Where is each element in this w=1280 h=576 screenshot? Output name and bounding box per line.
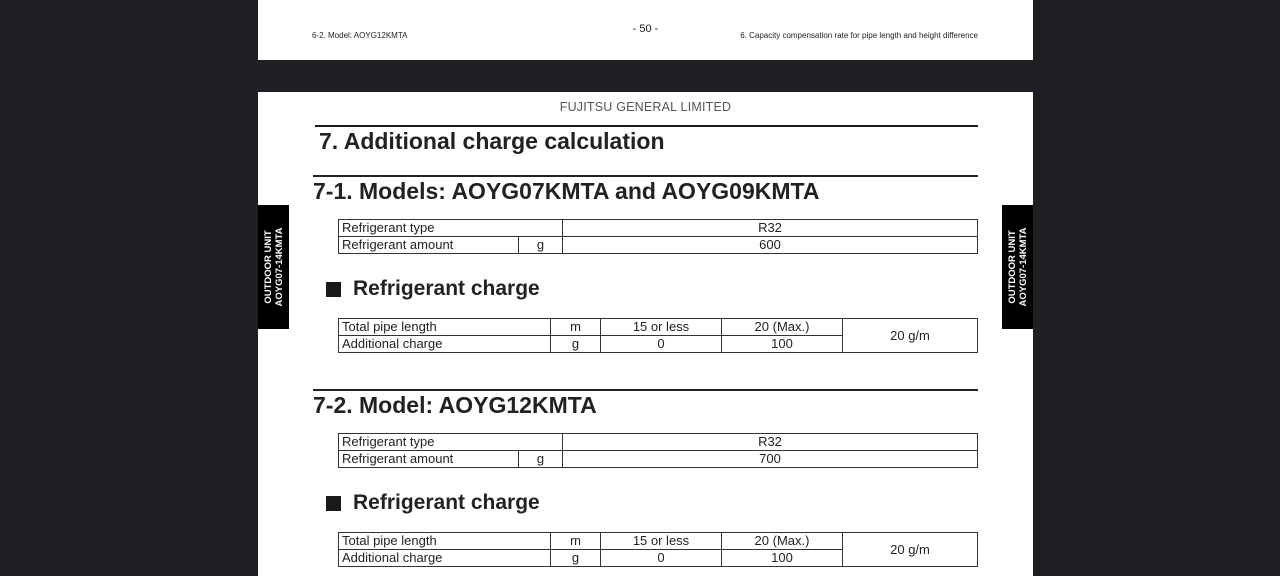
charge-rate: 20 g/m (843, 319, 978, 353)
side-tab-left (258, 205, 289, 329)
additional-charge-label: Additional charge (339, 336, 551, 353)
footer-right: 6. Capacity compensation rate for pipe length and height difference (740, 31, 978, 40)
refrigerant-amount-label: Refrigerant amount (339, 237, 519, 254)
charge-heading-text: Refrigerant charge (353, 277, 540, 300)
refrigerant-table (338, 433, 978, 468)
section-title: 7-2. Model: AOYG12KMTA (313, 392, 597, 418)
refrigerant-type-value: R32 (563, 434, 978, 451)
side-tab-right (1002, 205, 1033, 329)
header-rule (315, 125, 978, 127)
pipe-length-min: 15 or less (601, 319, 722, 336)
side-tab-line2: AOYG07-14KMTA (273, 227, 285, 307)
additional-charge-min: 0 (601, 550, 722, 567)
charge-table (338, 318, 978, 353)
refrigerant-amount-unit: g (519, 451, 563, 468)
section-rule (313, 175, 978, 177)
table-row (339, 220, 978, 237)
section-rule (313, 389, 978, 391)
table-row (339, 237, 978, 254)
refrigerant-type-label: Refrigerant type (339, 434, 563, 451)
section-title: 7-1. Models: AOYG07KMTA and AOYG09KMTA (313, 178, 820, 204)
side-tab-line2: AOYG07-14KMTA (1017, 227, 1029, 307)
pipe-length-label: Total pipe length (339, 319, 551, 336)
current-page (258, 92, 1033, 576)
refrigerant-amount-unit: g (519, 237, 563, 254)
table-row (339, 319, 978, 336)
previous-page (258, 0, 1033, 60)
additional-charge-unit: g (551, 550, 601, 567)
additional-charge-min: 0 (601, 336, 722, 353)
side-tab-line1: OUTDOOR UNIT (1006, 230, 1018, 304)
pipe-length-unit: m (551, 533, 601, 550)
refrigerant-type-value: R32 (563, 220, 978, 237)
footer-left: 6-2. Model: AOYG12KMTA (312, 31, 408, 40)
additional-charge-label: Additional charge (339, 550, 551, 567)
refrigerant-amount-value: 700 (563, 451, 978, 468)
pipe-length-min: 15 or less (601, 533, 722, 550)
charge-heading (326, 491, 540, 515)
chapter-title: 7. Additional charge calculation (319, 128, 665, 154)
refrigerant-amount-value: 600 (563, 237, 978, 254)
additional-charge-unit: g (551, 336, 601, 353)
table-row (339, 451, 978, 468)
refrigerant-table (338, 219, 978, 254)
page-number: - 50 - (632, 23, 659, 35)
side-tab-line1: OUTDOOR UNIT (262, 230, 274, 304)
refrigerant-amount-label: Refrigerant amount (339, 451, 519, 468)
charge-heading (326, 277, 540, 301)
charge-heading-text: Refrigerant charge (353, 491, 540, 514)
square-bullet-icon (326, 496, 341, 511)
charge-rate: 20 g/m (843, 533, 978, 567)
pipe-length-max: 20 (Max.) (722, 319, 843, 336)
table-row (339, 533, 978, 550)
charge-table (338, 532, 978, 567)
refrigerant-type-label: Refrigerant type (339, 220, 563, 237)
pipe-length-unit: m (551, 319, 601, 336)
additional-charge-max: 100 (722, 550, 843, 567)
additional-charge-max: 100 (722, 336, 843, 353)
company-header: FUJITSU GENERAL LIMITED (559, 100, 732, 114)
square-bullet-icon (326, 282, 341, 297)
pipe-length-max: 20 (Max.) (722, 533, 843, 550)
pipe-length-label: Total pipe length (339, 533, 551, 550)
table-row (339, 434, 978, 451)
